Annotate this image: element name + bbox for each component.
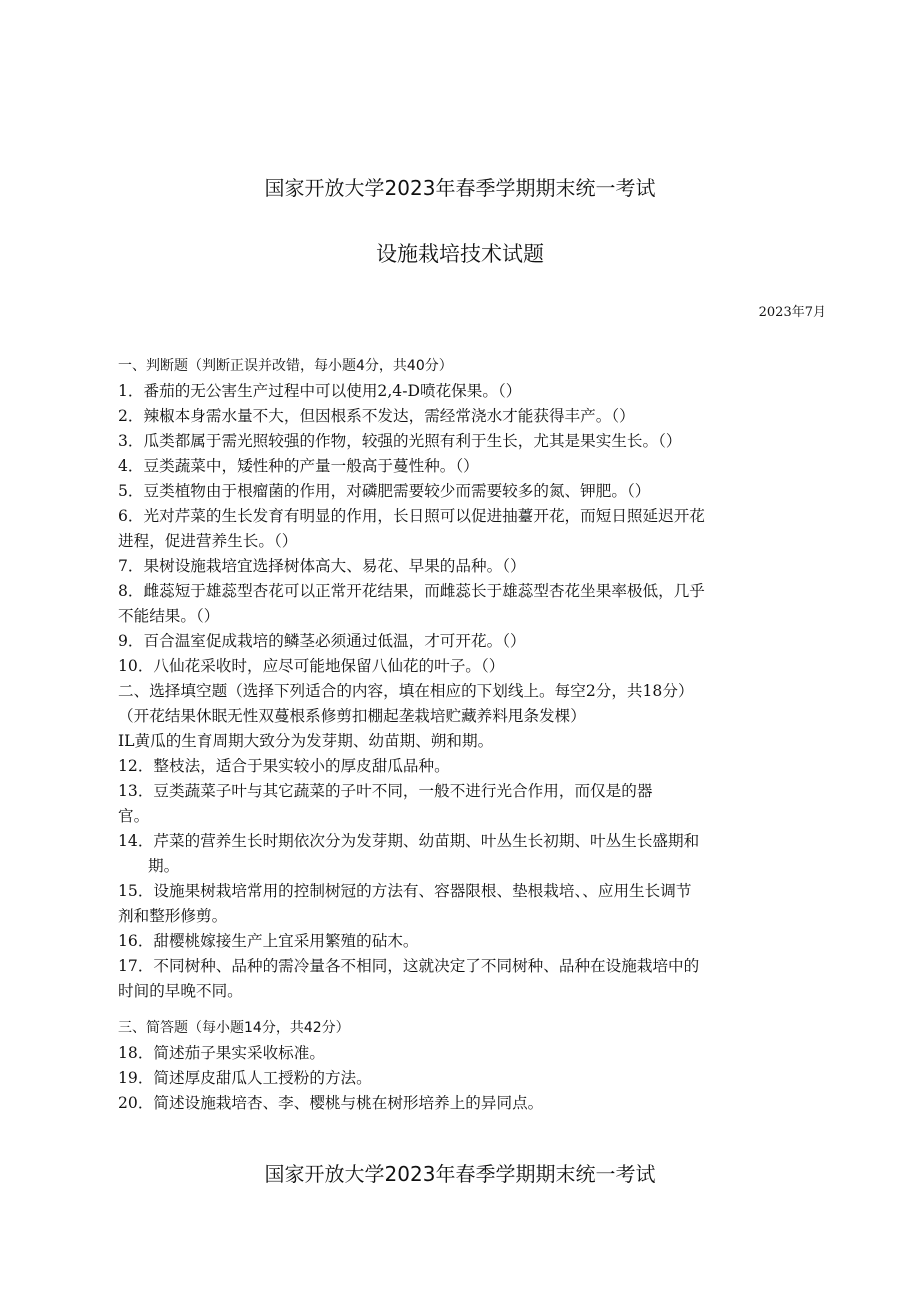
footer-exam-title: 国家开放大学2023年春季学期期末统一考试 <box>264 1162 656 1186</box>
section-gap <box>118 1004 830 1016</box>
subject-title: 设施栽培技术试题 <box>376 242 544 266</box>
question-8: 8．雌蕊短于雄蕊型杏花可以正常开花结果，而雌蕊长于雄蕊型杏花坐果率极低，几乎 <box>118 582 705 600</box>
exam-content <box>118 354 830 1116</box>
question-9: 9．百合温室促成栽培的鳞茎必须通过低温，才可开花。（） <box>118 632 526 650</box>
question-18: 18．简述茄子果实采收标准。 <box>118 1044 325 1062</box>
question-3: 3．瓜类都属于需光照较强的作物，较强的光照有利于生长，尤其是果实生长。（） <box>118 432 682 450</box>
question-13-cont: 官。 <box>118 807 150 825</box>
question-12: 12．整枝法，适合于果实较小的厚皮甜瓜品种。 <box>118 757 450 775</box>
question-4: 4．豆类蔬菜中，矮性种的产量一般高于蔓性种。（） <box>118 457 479 475</box>
question-17-cont: 时间的早晚不同。 <box>118 982 243 1000</box>
exam-date: 2023年7月 <box>758 305 826 320</box>
section2-options: （开花结果休眠无性双蔓根系修剪扣棚起垄栽培贮藏养料甩条发棵） <box>118 707 586 725</box>
question-10: 10．八仙花采收时，应尽可能地保留八仙花的叶子。（） <box>118 657 505 675</box>
question-15-cont: 剂和整形修剪。 <box>118 907 228 925</box>
question-14: 14．芹菜的营养生长时期依次分为发芽期、幼苗期、叶丛生长初期、叶丛生长盛期和 <box>118 832 700 850</box>
question-14-cont: 期。 <box>148 857 180 875</box>
question-5: 5．豆类植物由于根瘤菌的作用，对磷肥需要较少而需要较多的氮、钾肥。（） <box>118 482 651 500</box>
question-1: 1．番茄的无公害生产过程中可以使用2,4-D喷花保果。（） <box>118 382 522 400</box>
section1-heading: 一、判断题（判断正误并改错，每小题4分，共40分） <box>118 358 453 374</box>
exam-title: 国家开放大学2023年春季学期期末统一考试 <box>264 176 656 200</box>
question-16: 16．甜樱桃嫁接生产上宜采用繁殖的砧木。 <box>118 932 419 950</box>
question-19: 19．简述厚皮甜瓜人工授粉的方法。 <box>118 1069 372 1087</box>
question-11: IL黄瓜的生育周期大致分为发芽期、幼苗期、朔和期。 <box>118 732 494 750</box>
question-6: 6．光对芹菜的生长发育有明显的作用，长日照可以促进抽薹开花，而短日照延迟开花 <box>118 507 705 525</box>
question-15: 15．设施果树栽培常用的控制树冠的方法有、容器限根、垫根栽培、、应用生长调节 <box>118 882 692 900</box>
question-7: 7．果树设施栽培宜选择树体高大、易花、早果的品种。（） <box>118 557 526 575</box>
section3-heading: 三、简答题（每小题14分，共42分） <box>118 1020 350 1036</box>
question-20: 20．简述设施栽培杏、李、樱桃与桃在树形培养上的异同点。 <box>118 1094 544 1112</box>
question-13: 13．豆类蔬菜子叶与其它蔬菜的子叶不同，一般不进行光合作用，而仅是的器 <box>118 782 653 800</box>
section2-heading: 二、选择填空题（选择下列适合的内容，填在相应的下划线上。每空2分，共18分） <box>118 682 694 700</box>
question-6-cont: 进程，促进营养生长。（） <box>118 532 298 550</box>
question-17: 17．不同树种、品种的需冷量各不相同，这就决定了不同树种、品种在设施栽培中的 <box>118 957 700 975</box>
question-8-cont: 不能结果。（） <box>118 607 220 625</box>
question-2: 2．辣椒本身需水量不大，但因根系不发达，需经常浇水才能获得丰产。（） <box>118 407 635 425</box>
